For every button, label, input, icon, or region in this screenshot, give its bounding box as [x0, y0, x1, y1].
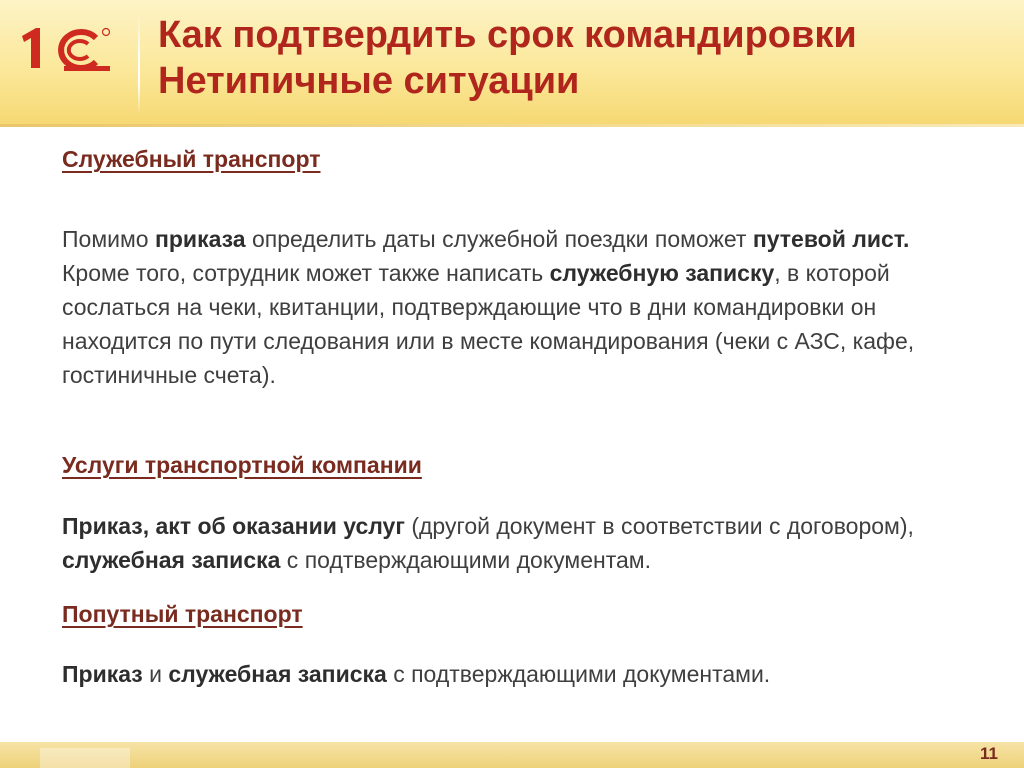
- section-text-ride-share: [62, 657, 962, 691]
- 1c-logo-icon: [16, 24, 116, 76]
- bold-text-run: путевой лист.: [752, 226, 910, 252]
- section-text-official-transport: [62, 222, 962, 392]
- page-title: [158, 12, 1008, 104]
- text-run: Помимо: [62, 226, 155, 252]
- bold-text-run: приказа: [154, 226, 246, 252]
- header-divider: [0, 124, 1024, 127]
- footer-highlight: [40, 748, 130, 768]
- page-number: 11: [980, 744, 998, 763]
- text-run: с подтверждающими документами.: [386, 661, 771, 687]
- text-run: с подтверждающими документам.: [280, 547, 651, 573]
- bold-text-run: Приказ: [62, 661, 143, 687]
- section-text-transport-company: [62, 509, 962, 577]
- bold-text-run: служебную записку: [549, 260, 775, 286]
- text-run: Кроме того, сотрудник может также написать: [62, 260, 550, 286]
- section-heading-ride-share: Попутный транспорт: [62, 601, 303, 627]
- text-run: определить даты служебной поездки поможет: [245, 226, 753, 252]
- section-heading-transport-company: Услуги транспортной компании: [62, 452, 422, 478]
- bold-text-run: служебная записка: [62, 547, 281, 573]
- text-run: , в которой сослаться на чеки, квитанции, подтверждающие что в дни командировки он находится по пути следования или в месте командирования (чеки с АЗС, кафе, гостиничные счета).: [62, 260, 915, 388]
- bold-text-run: Приказ, акт об оказании услуг: [62, 513, 405, 539]
- title-line-1: Как подтвердить срок командировки: [158, 14, 857, 56]
- footer-bar: [0, 742, 1024, 768]
- text-run: и: [142, 661, 169, 687]
- bold-text-run: служебная записка: [168, 661, 387, 687]
- title-line-2: Нетипичные ситуации: [158, 60, 580, 102]
- text-run: (другой документ в соответствии с договором),: [404, 513, 914, 539]
- logo-separator: [138, 14, 140, 114]
- section-heading-official-transport: Служебный транспорт: [62, 146, 321, 172]
